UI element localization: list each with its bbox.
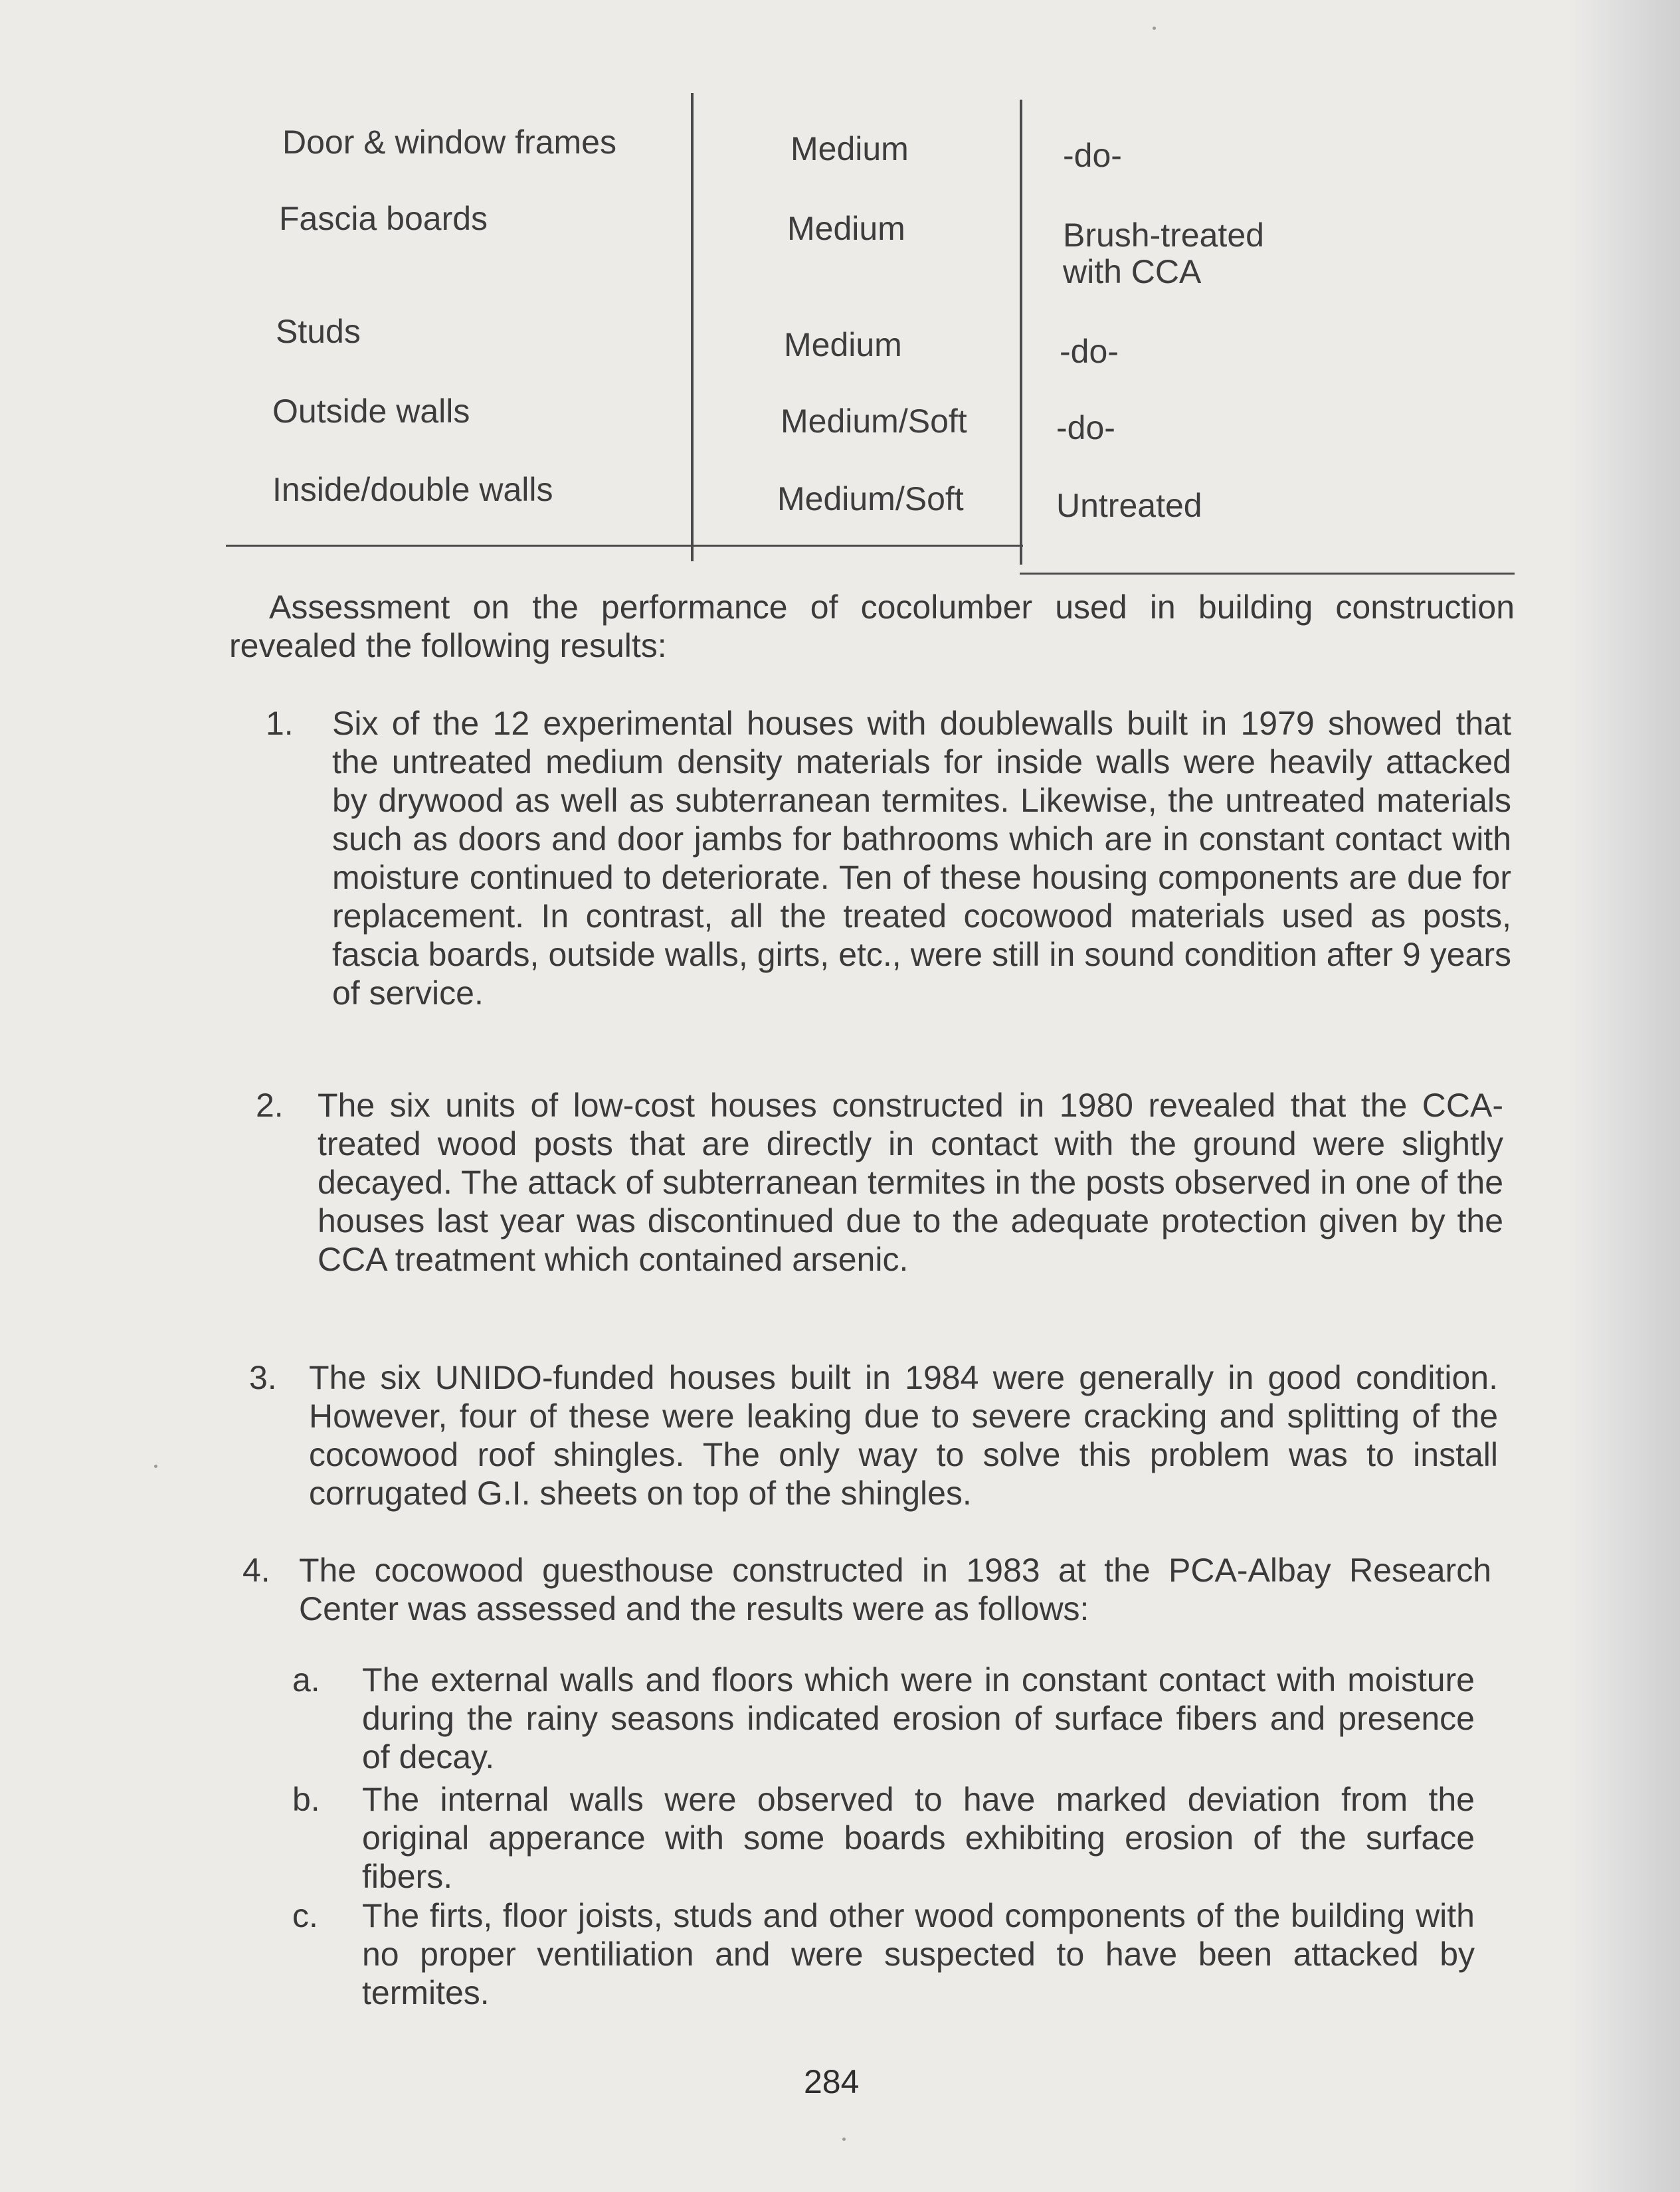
item-3-number: 3. — [249, 1359, 277, 1396]
item-4-text: The cocowood guesthouse constructed in 1983 at the PCA-Albay Research Center was assessed and the results were as follows: — [299, 1552, 1491, 1627]
row5-density: Medium/Soft — [777, 480, 964, 517]
subitem-a-letter: a. — [292, 1661, 320, 1698]
subitem-b-letter: b. — [292, 1781, 320, 1818]
row2-component: Fascia boards — [279, 200, 488, 237]
row5-treatment: Untreated — [1056, 487, 1202, 524]
row1-component: Door & window frames — [282, 124, 616, 161]
subitem-c-text: The firts, floor joists, studs and other wood components of the building with no proper ventiliation and were suspected to have been attacked by termites. — [362, 1897, 1475, 2011]
column-divider-1 — [691, 93, 694, 561]
row3-density: Medium — [784, 326, 902, 363]
row2-treatment-line2: with CCA — [1063, 253, 1202, 290]
row3-treatment: -do- — [1060, 333, 1119, 370]
subitem-b-text: The internal walls were observed to have marked deviation from the original apperance with some boards exhibiting erosion of the surface fibers. — [362, 1781, 1475, 1895]
intro-paragraph: Assessment on the performance of cocolumber used in building construction revealed the following results: — [229, 589, 1515, 664]
row3-component: Studs — [276, 313, 361, 350]
item-1-number: 1. — [266, 705, 294, 742]
item-4-number: 4. — [242, 1552, 270, 1589]
row1-density: Medium — [791, 130, 909, 167]
table-bottom-rule-left — [226, 545, 1023, 547]
column-divider-2 — [1020, 100, 1022, 565]
page-number: 284 — [804, 2063, 860, 2100]
item-3-text: The six UNIDO-funded houses built in 1984 were generally in good condition. However, four of these were leaking due to severe cracking and splitting of the cocowood roof shingles. The only way to solve this problem was to install corrugated G.I. sheets on top of the shingles. — [309, 1359, 1498, 1512]
paper-speck — [154, 1465, 157, 1468]
row4-density: Medium/Soft — [781, 403, 967, 440]
item-1-text: Six of the 12 experimental houses with doublewalls built in 1979 showed that the untreated medium density materials for inside walls were heavily attacked by drywood as well as subterranean termites. Likewise, the untreated materials such as doors and door jambs for bathrooms which are in constant contact with moisture continued to deteriorate. Ten of these housing components are due for replacement. In contrast, all the treated cocowood materials used as posts, fascia boards, outside walls, girts, etc., were still in sound condition after 9 years of service. — [332, 705, 1511, 1012]
subitem-a-text: The external walls and floors which were in constant contact with moisture during the rainy seasons indicated erosion of surface fibers and presence of decay. — [362, 1661, 1475, 1776]
item-2-number: 2. — [256, 1087, 284, 1124]
subitem-c-letter: c. — [292, 1897, 318, 1934]
wood-treatment-table — [0, 0, 1680, 585]
paper-speck — [1153, 27, 1156, 30]
row1-treatment: -do- — [1063, 137, 1122, 174]
row4-treatment: -do- — [1056, 409, 1115, 446]
item-2-text: The six units of low-cost houses constructed in 1980 revealed that the CCA-treated wood posts that are directly in contact with the ground were slightly decayed. The attack of subterranean termites in the posts observed in one of the houses last year was discontinued due to the adequate protection given by the CCA treatment which contained arsenic. — [318, 1087, 1503, 1278]
row2-treatment: Brush-treated — [1063, 217, 1264, 254]
table-bottom-rule-right — [1020, 573, 1515, 575]
row4-component: Outside walls — [272, 393, 470, 430]
paper-speck — [842, 2138, 846, 2141]
row5-component: Inside/double walls — [272, 471, 553, 508]
row2-density: Medium — [787, 210, 905, 247]
